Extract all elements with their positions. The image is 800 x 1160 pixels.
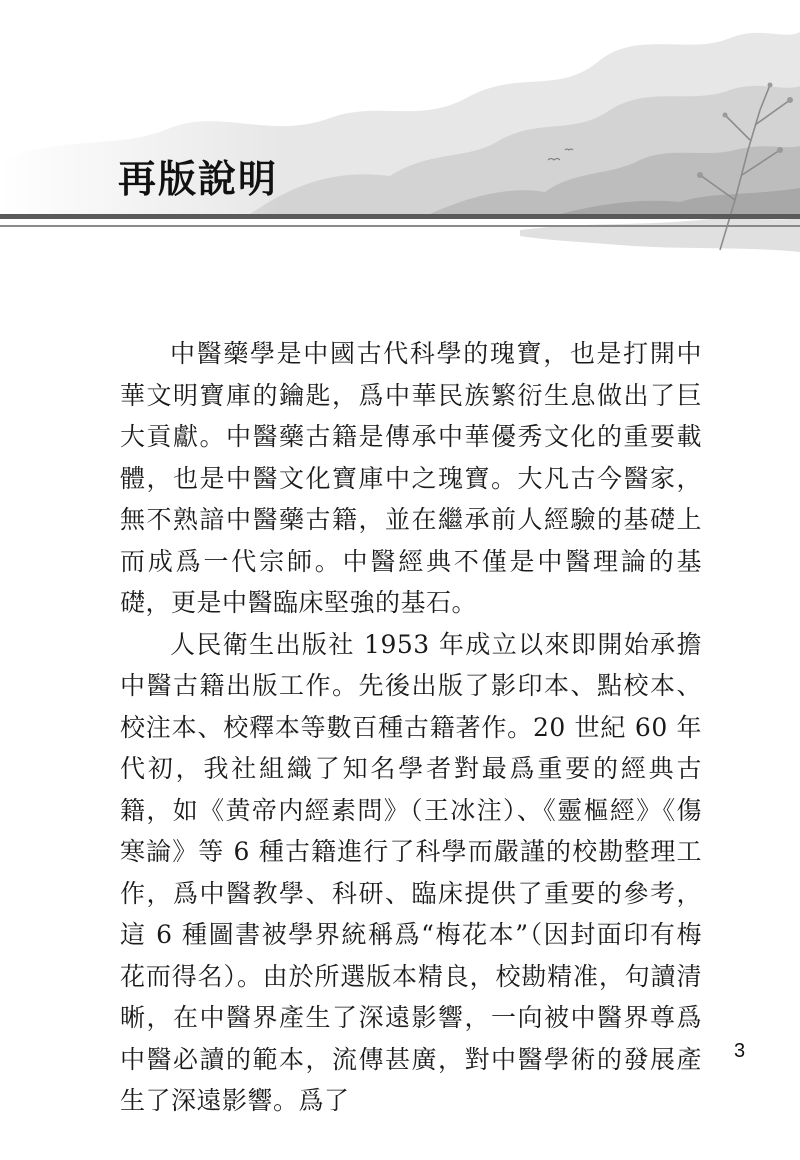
page-number: 3 <box>734 1040 746 1062</box>
paragraph-2: 人民衛生出版社 1953 年成立以來即開始承擔中醫古籍出版工作。先後出版了影印本、點校本、校注本、校釋本等數百種古籍著作。20 世紀 60 年代初，我社組織了知名學者對最爲重要的經典古籍，如《黄帝内經素問》（王冰注）、《靈樞經》《傷寒論》等 6 種古籍進行了科學而嚴謹的校勘整理工作，爲中醫教學、科研、臨床提供了重要的參考，這 6 種圖書被學界統稱爲“梅花本”（因封面印有梅花而得名）。由於所選版本精良，校勘精准，句讀清晰，在中醫界產生了深遠影響，一向被中醫界尊爲中醫必讀的範本，流傳甚廣，對中醫學術的發展產生了深遠影響。爲了 <box>120 629 702 1115</box>
page-header <box>0 0 800 260</box>
page-title: 再版說明 <box>118 157 279 201</box>
ink-landscape-illustration <box>0 0 800 260</box>
paragraph-1: 中醫藥學是中國古代科學的瑰寶，也是打開中華文明寶庫的鑰匙，爲中華民族繁衍生息做出了巨大貢獻。中醫藥古籍是傳承中華優秀文化的重要載體，也是中醫文化寶庫中之瑰寶。大凡古今醫家，無不熟諳中醫藥古籍，並在繼承前人經驗的基礎上而成爲一代宗師。中醫經典不僅是中醫理論的基礎，更是中醫臨床堅強的基石。 <box>120 339 702 617</box>
header-rule-thick <box>0 214 800 219</box>
body-text <box>120 333 702 1122</box>
header-rule-thin <box>0 225 800 227</box>
